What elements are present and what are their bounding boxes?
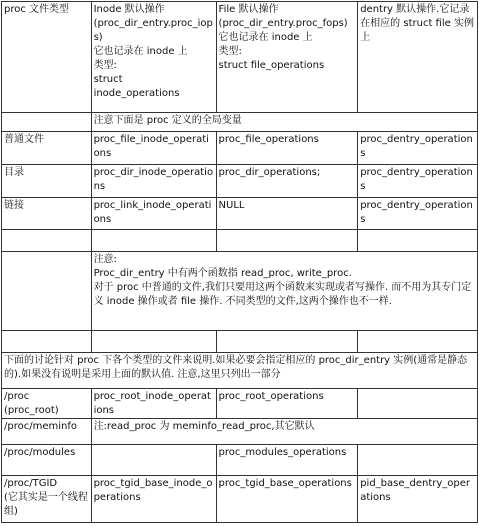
note-readproc-cell: 注意: Proc_dir_entry 中有两个函数指 read_proc, write_proc. 对于 proc 中普通的文件,我们只要用这两个函数来实现或者写操作. 而不用为其专门定义 inode 操作或者 file 操作. 不同类型的文件,这两个操作也不一样. (91, 252, 477, 331)
discussion-row (2, 353, 478, 389)
type-cell: /proc/TGID (它其实是一个线程组) (2, 476, 92, 523)
dentry-ops-cell: proc_dentry_operations (358, 165, 478, 198)
table-row (2, 476, 478, 523)
note-global-row (2, 113, 478, 132)
table-row (2, 389, 478, 419)
type-cell: /proc/meminfo (2, 419, 92, 445)
empty-cell (2, 331, 92, 353)
type-cell: 普通文件 (2, 132, 92, 165)
inode-ops-cell: proc_tgid_base_inode_operations (91, 476, 216, 523)
note-global-cell: 注意下面是 proc 定义的全局变量 (91, 113, 477, 132)
type-cell: 链接 (2, 198, 92, 230)
empty-cell (91, 331, 216, 353)
inode-ops-cell: proc_link_inode_operations (91, 198, 216, 230)
table-row (2, 445, 478, 476)
empty-cell (358, 230, 478, 252)
file-ops-cell: proc_file_operations (216, 132, 358, 165)
inode-ops-cell: proc_dir_inode_operations (91, 165, 216, 198)
file-ops-cell: NULL (216, 198, 358, 230)
dentry-ops-cell (358, 389, 478, 419)
empty-row (2, 331, 478, 353)
inode-ops-cell: proc_file_inode_operations (91, 132, 216, 165)
dentry-ops-cell: proc_dentry_operations (358, 198, 478, 230)
file-ops-cell: proc_modules_operations (216, 445, 358, 476)
inode-ops-cell: proc_root_inode_operations (91, 389, 216, 419)
dentry-ops-cell: proc_dentry_operations (358, 132, 478, 165)
empty-cell (91, 230, 216, 252)
empty-cell (2, 113, 92, 132)
header-file-cell: File 默认操作 (proc_dir_entry.proc_fops) 它也记录在 inode 上 类型: struct file_operations (216, 2, 358, 113)
proc-operations-table (1, 1, 478, 523)
note-readproc-row (2, 252, 478, 331)
header-inode-cell: Inode 默认操作 (proc_dir_entry.proc_iops) 它也记录在 inode 上 类型: struct inode_operations (91, 2, 216, 113)
dentry-ops-cell: pid_base_dentry_operations (358, 476, 478, 523)
inode-ops-cell (91, 445, 216, 476)
type-cell: 目录 (2, 165, 92, 198)
table-row (2, 132, 478, 165)
empty-cell (2, 252, 92, 331)
type-cell: /proc/modules (2, 445, 92, 476)
empty-cell (216, 230, 358, 252)
discussion-cell: 下面的讨论针对 proc 下各个类型的文件来说明.如果必要会指定相应的 proc_dir_entry 实例(通常是静态的).如果没有说明是采用上面的默认值. 注意,这里只列出一部分 (2, 353, 478, 389)
file-ops-cell: proc_root_operations (216, 389, 358, 419)
empty-row (2, 230, 478, 252)
header-row (2, 2, 478, 113)
table-row (2, 198, 478, 230)
header-type-cell: proc 文件类型 (2, 2, 92, 113)
empty-cell (358, 331, 478, 353)
file-ops-cell: proc_tgid_base_operations (216, 476, 358, 523)
meminfo-note-cell: 注:read_proc 为 meminfo_read_proc,其它默认 (91, 419, 477, 445)
table-row (2, 419, 478, 445)
header-dentry-cell: dentry 默认操作.它记录在相应的 struct file 实例上 (358, 2, 478, 113)
dentry-ops-cell (358, 445, 478, 476)
file-ops-cell: proc_dir_operations; (216, 165, 358, 198)
empty-cell (216, 331, 358, 353)
empty-cell (2, 230, 92, 252)
table-row (2, 165, 478, 198)
type-cell: /proc (proc_root) (2, 389, 92, 419)
